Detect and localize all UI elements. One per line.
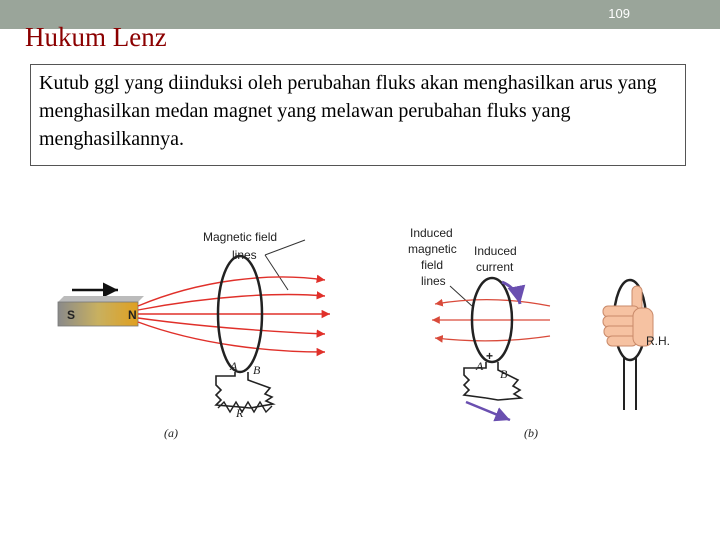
terminal-a: A bbox=[230, 359, 238, 373]
slide-title: Hukum Lenz bbox=[25, 22, 167, 52]
terminal-b: B bbox=[500, 367, 508, 381]
label-induced-current-1: Induced bbox=[474, 244, 517, 258]
pointer-line bbox=[265, 255, 288, 290]
definition-textbox: Kutub ggl yang diinduksi oleh perubahan fluks akan menghasilkan arus yang menghasilkan medan magnet yang melawan perubahan fluks yang menghasilkannya. bbox=[30, 64, 686, 166]
pointer-line bbox=[450, 286, 472, 306]
label-lines: lines bbox=[421, 274, 446, 288]
label-magnetic-field: Magnetic field bbox=[203, 230, 278, 244]
resistor-zigzag bbox=[218, 402, 272, 412]
label-induced: Induced bbox=[410, 226, 453, 240]
label-field: field bbox=[421, 258, 444, 272]
circuit-right bbox=[240, 372, 273, 408]
label-lines: lines bbox=[232, 248, 257, 262]
resistor-label: R bbox=[236, 406, 244, 420]
page-number: 109 bbox=[608, 6, 630, 21]
label-induced-current-2: current bbox=[476, 260, 514, 274]
terminal-a: A bbox=[476, 359, 484, 373]
bar-magnet bbox=[58, 296, 144, 326]
label-magnetic: magnetic bbox=[408, 242, 457, 256]
plus-sign: + bbox=[486, 349, 494, 363]
induced-current-arrow bbox=[466, 402, 510, 420]
lenz-law-figure bbox=[40, 210, 700, 450]
caption-a: (a) bbox=[164, 426, 178, 440]
figure-b bbox=[408, 226, 550, 440]
hand-label: R.H. bbox=[646, 334, 670, 348]
induced-field-lines bbox=[432, 300, 550, 341]
magnet-north-label: N bbox=[128, 308, 137, 322]
caption-b: (b) bbox=[524, 426, 538, 440]
figure-a bbox=[58, 230, 330, 440]
field-lines bbox=[138, 277, 330, 352]
terminal-b: B bbox=[253, 363, 261, 377]
magnet-south-label: S bbox=[67, 308, 76, 322]
right-hand-rule bbox=[603, 280, 670, 410]
